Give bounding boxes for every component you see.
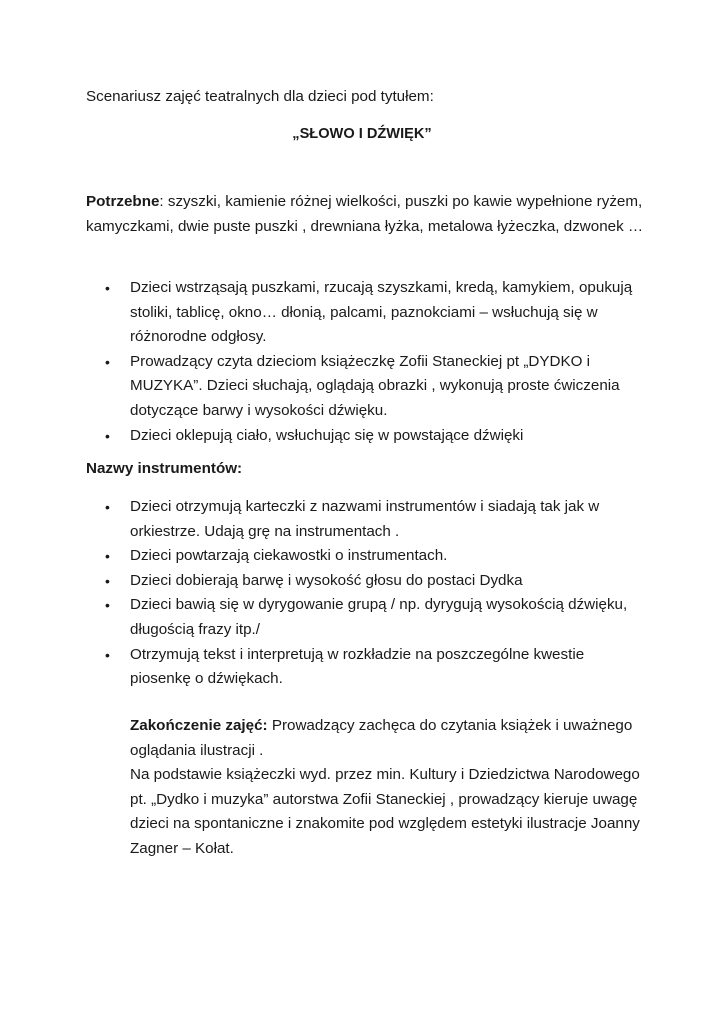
list-item [86,424,646,449]
list-item [86,569,646,594]
needed-materials-paragraph [86,190,646,239]
list-item [86,593,646,642]
bullet-icon: • [105,646,110,663]
list-item [86,544,646,569]
list-item-text: Dzieci wstrząsają puszkami, rzucają szyszkami, kredą, kamykiem, opukują stoliki, tablicę, okno… dłonią, palcami, paznokciami – wsłuchują się w różnorodne odgłosy. [130,279,633,346]
needed-label: Potrzebne [86,193,160,210]
bullet-icon: • [105,427,110,444]
list-item [86,350,646,424]
ending-text: Prowadzący zachęca do czytania książek i uważnego oglądania ilustracji . [130,717,633,759]
instruments-heading: Nazwy instrumentów: [86,460,243,477]
bullet-icon: • [105,572,110,589]
list-item-text: Dzieci bawią się w dyrygowanie grupą / np. dyrygują wysokością dźwięku, długością frazy itp./ [130,596,628,638]
bullet-icon: • [105,280,110,296]
list-item-text: Dzieci oklepują ciało, wsłuchując się w powstające dźwięki [130,426,524,444]
bullet-icon: • [105,597,110,614]
instrument-activities-list [86,495,646,692]
list-item-text: Dzieci dobierają barwę i wysokość głosu do postaci Dydka [130,571,523,589]
document-title: „SŁOWO I DŹWIĘK” [292,126,432,142]
ending-section [130,714,650,862]
needed-text: : szyszki, kamienie różnej wielkości, puszki po kawie wypełnione ryżem, kamyczkami, dwie puste puszki , drewniana łyżka, metalowa łyżeczka, dzwonek … [86,193,644,235]
bullet-icon: • [105,353,110,370]
ending-source-paragraph: Na podstawie książeczki wyd. przez min. Kultury i Dziedzictwa Narodowego pt. „Dydko i muzyka” autorstwa Zofii Staneckiej , prowadzący kieruje uwagę dzieci na spontaniczne i znakomite pod względem estetyki ilustracje Joanny Zagner – Kołat. [130,766,640,857]
ending-label: Zakończenie zajęć: [130,717,268,734]
activities-list [86,276,646,448]
list-item [86,495,646,544]
list-item-text: Dzieci powtarzają ciekawostki o instrumentach. [130,547,448,565]
list-item [86,276,646,350]
ending-paragraph [130,714,650,763]
intro-line: Scenariusz zajęć teatralnych dla dzieci pod tytułem: [86,88,434,105]
list-item [86,643,646,692]
bullet-icon: • [105,548,110,565]
bullet-icon: • [105,499,110,515]
list-item-text: Dzieci otrzymują karteczki z nazwami instrumentów i siadają tak jak w orkiestrze. Udają grę na instrumentach . [130,498,600,540]
list-item-text: Otrzymują tekst i interpretują w rozkładzie na poszczególne kwestie piosenkę o dźwiękach. [130,645,585,688]
list-item-text: Prowadzący czyta dzieciom książeczkę Zofii Staneckiej pt „DYDKO i MUZYKA”. Dzieci słuchają, oglądają obrazki , wykonują proste ćwiczenia dotyczące barwy i wysokości dźwięku. [130,352,620,419]
